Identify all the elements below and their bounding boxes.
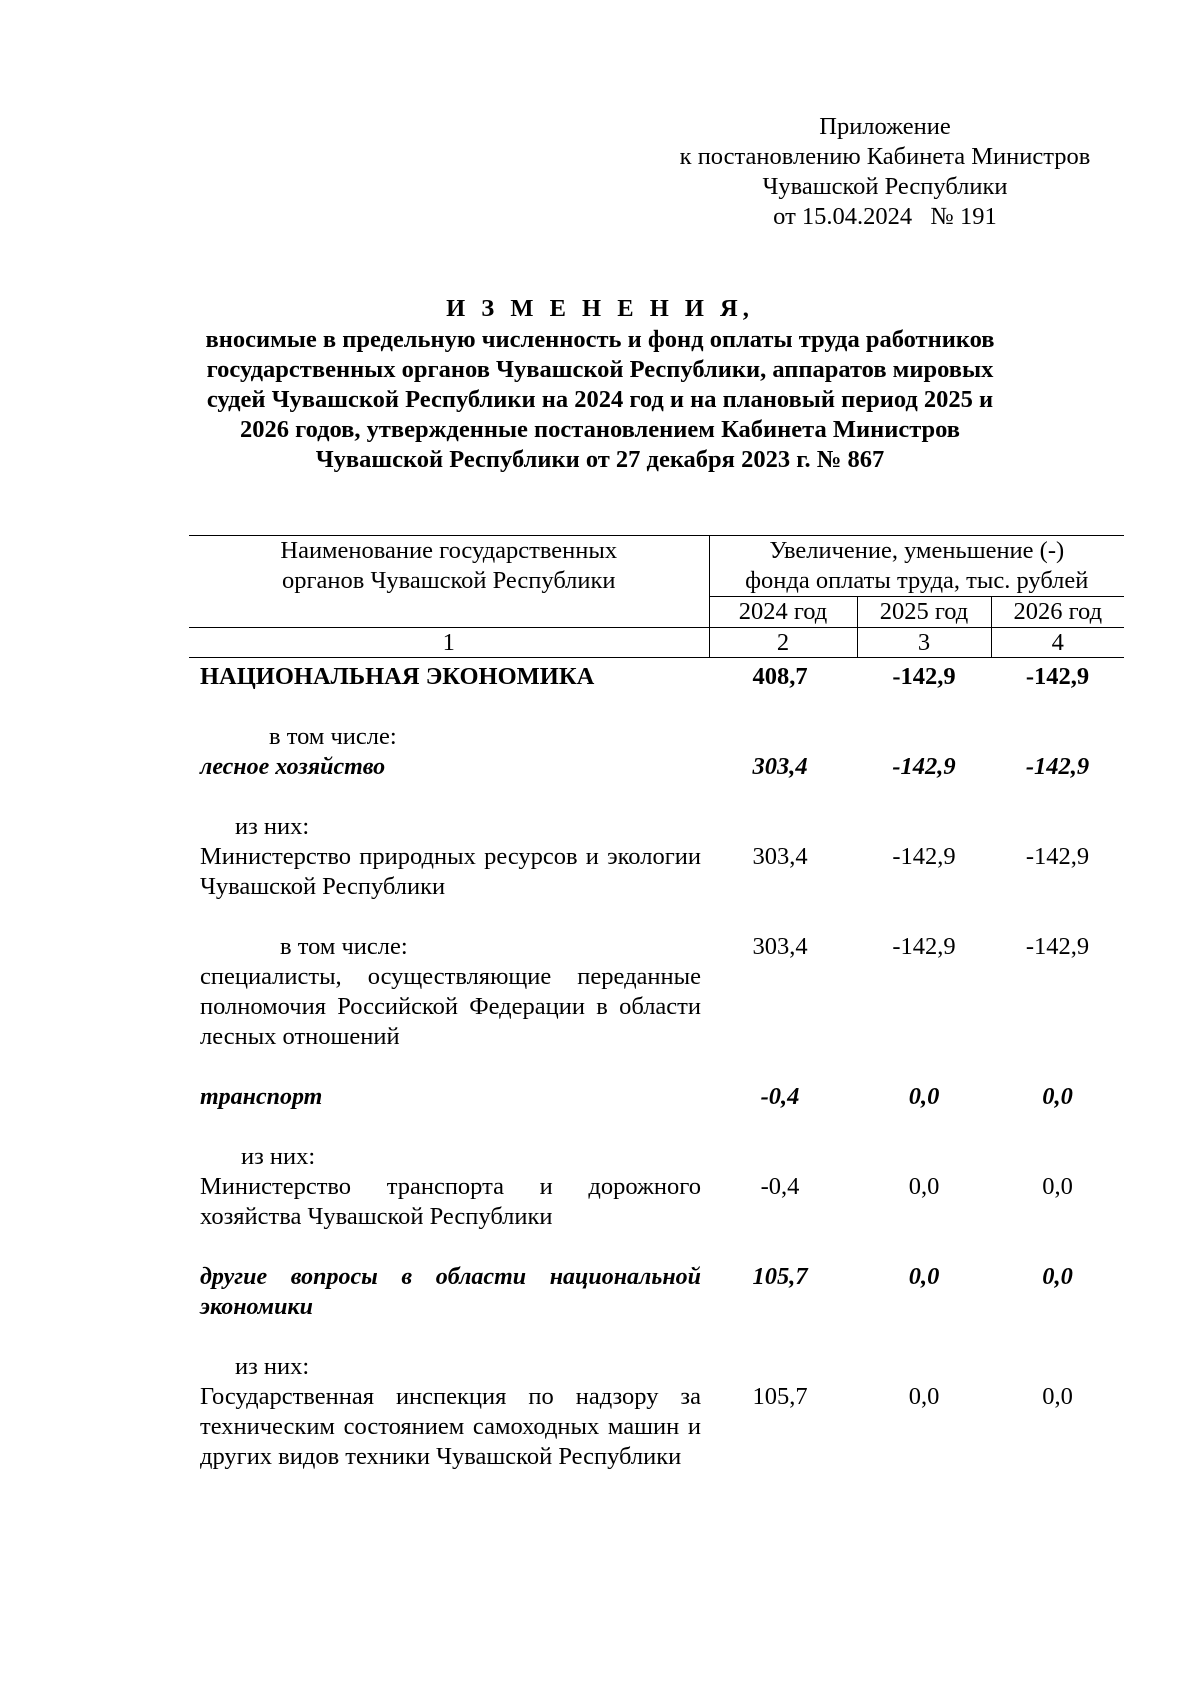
table-row-lead xyxy=(189,692,1124,752)
appendix-resolution: к постановлению Кабинета Министров xyxy=(679,143,1091,170)
row-value-2025: 0,0 xyxy=(908,1383,940,1410)
row-name: транспорт xyxy=(200,1084,323,1110)
title-line-4: 2026 годов, утвержденные постановлением Кабинета Министров xyxy=(239,416,961,443)
row-value-2025: -142,9 xyxy=(892,933,956,960)
row-value-2026: 0,0 xyxy=(1042,1383,1073,1410)
table-row-lead xyxy=(189,1322,1124,1382)
row-value-2026: 0,0 xyxy=(1042,1263,1073,1290)
row-lead-text: в том числе: xyxy=(280,933,408,960)
header-year-2024: 2024 год xyxy=(709,597,857,628)
row-value-2025: 0,0 xyxy=(908,1263,940,1290)
row-value-2024: 303,4 xyxy=(752,843,808,870)
row-lead-text: из них: xyxy=(235,1353,310,1380)
table-row xyxy=(189,1382,1124,1472)
row-lead-text: из них: xyxy=(235,813,310,840)
row-name: НАЦИОНАЛЬНАЯ ЭКОНОМИКА xyxy=(200,663,595,690)
table-row xyxy=(189,658,1124,693)
table-row-lead xyxy=(189,1112,1124,1172)
header-year-2025: 2025 год xyxy=(857,597,991,628)
row-value-2026: -142,9 xyxy=(1025,663,1090,690)
row-value-2024: -0,4 xyxy=(760,1083,800,1110)
title-line-3: судей Чувашской Республики на 2024 год и на плановый период 2025 и xyxy=(206,386,994,413)
row-name: Министерство природных ресурсов и экологии Чувашской Республики xyxy=(200,843,701,900)
row-value-2024: 408,7 xyxy=(752,663,808,690)
header-organ-line-1: Наименование государственных xyxy=(280,537,618,564)
row-value-2025: 0,0 xyxy=(908,1173,940,1200)
header-change-line-1: Увеличение, уменьшение (-) xyxy=(769,537,1065,564)
row-value-2024: 105,7 xyxy=(752,1263,808,1290)
row-name: Министерство транспорта и дорожного хозяйства Чувашской Республики xyxy=(200,1173,701,1230)
header-col-num-4: 4 xyxy=(991,628,1124,658)
row-name-block xyxy=(189,902,709,1052)
header-col-num-2: 2 xyxy=(709,628,857,658)
table-row xyxy=(189,1172,1124,1232)
table-row xyxy=(189,842,1124,902)
row-value-2026: 0,0 xyxy=(1042,1173,1073,1200)
row-name: Государственная инспекция по надзору за техническим состоянием самоходных машин и других видов техники Чувашской Республики xyxy=(200,1383,701,1470)
row-lead-text: в том числе: xyxy=(269,723,397,750)
row-name: специалисты, осуществляющие переданные полномочия Российской Федерации в области лесных отношений xyxy=(200,963,701,1050)
row-value-2025: -142,9 xyxy=(892,663,956,690)
header-organ-name xyxy=(189,536,709,628)
row-value-2026: 0,0 xyxy=(1042,1083,1073,1110)
title-subtitle xyxy=(150,325,1050,475)
row-value-2025: -142,9 xyxy=(892,753,956,780)
row-value-2024: 105,7 xyxy=(752,1383,808,1410)
table-row-lead xyxy=(189,782,1124,842)
appendix-label: Приложение xyxy=(819,113,951,140)
table-numbers-row xyxy=(189,628,1124,658)
header-col-num-3: 3 xyxy=(857,628,991,658)
row-value-2026: -142,9 xyxy=(1025,933,1090,960)
row-value-2024: 303,4 xyxy=(752,753,808,780)
table-row xyxy=(189,1052,1124,1112)
title-line-2: государственных органов Чувашской Республики, аппаратов мировых xyxy=(206,356,994,383)
table-row xyxy=(189,1232,1124,1322)
title-line-1: вносимые в предельную численность и фонд оплаты труда работников xyxy=(205,326,995,353)
row-value-2024: -0,4 xyxy=(760,1173,800,1200)
row-value-2026: -142,9 xyxy=(1025,843,1090,870)
table-row xyxy=(189,902,1124,1052)
appendix-republic: Чувашской Республики xyxy=(762,173,1008,200)
row-value-2025: 0,0 xyxy=(908,1083,940,1110)
row-value-2026: -142,9 xyxy=(1025,753,1090,780)
appendix-header xyxy=(660,112,1110,232)
changes-table xyxy=(189,535,1124,1472)
row-value-2024: 303,4 xyxy=(752,933,808,960)
table-row xyxy=(189,752,1124,782)
row-lead-text: из них: xyxy=(241,1143,316,1170)
document-title xyxy=(150,294,1050,475)
header-organ-line-2: органов Чувашской Республики xyxy=(281,567,616,594)
row-name: другие вопросы в области национальной экономики xyxy=(200,1264,701,1320)
row-name: лесное хозяйство xyxy=(200,754,386,780)
title-line-5: Чувашской Республики от 27 декабря 2023 г. № 867 xyxy=(315,446,885,473)
appendix-date-number: от 15.04.2024 № 191 xyxy=(773,203,997,230)
title-main: И З М Е Н Е Н И Я, xyxy=(446,295,754,322)
table-header-row xyxy=(189,536,1124,597)
header-change-line-2: фонда оплаты труда, тыс. рублей xyxy=(745,567,1089,594)
header-change xyxy=(709,536,1124,597)
row-value-2025: -142,9 xyxy=(892,843,956,870)
header-col-num-1: 1 xyxy=(189,628,709,658)
header-year-2026: 2026 год xyxy=(991,597,1124,628)
